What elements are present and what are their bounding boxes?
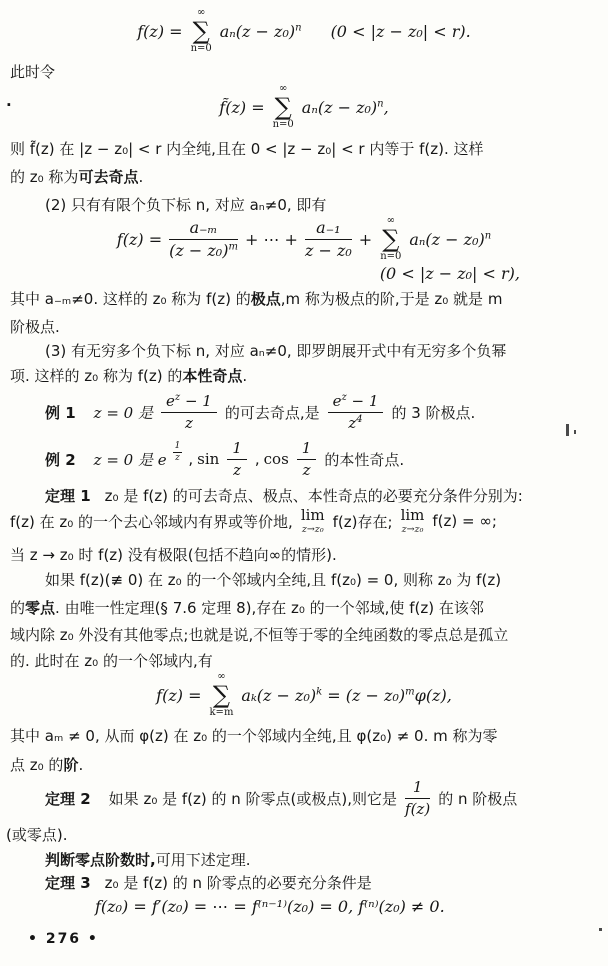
paragraph-line: 的 z₀ 称为可去奇点.	[10, 168, 144, 186]
series-term: $a_k(z - z_0)^k = (z - z_0)^m\varphi(z)$,	[241, 685, 452, 705]
exponent: z	[341, 392, 347, 403]
exponent: n	[295, 22, 302, 34]
sum-upper-limit: ∞	[196, 7, 206, 18]
formula-lhs: f̃(z) =	[219, 97, 265, 117]
sum-lower-limit: n=0	[380, 251, 402, 262]
summation-symbol	[191, 8, 212, 54]
plus-sign: +	[358, 229, 373, 249]
theorem-label: 定理 3	[45, 874, 91, 892]
domain-condition: (0 < |z − z₀| < r).	[330, 21, 471, 41]
fraction: $\frac{e^z - 1}{z^4}$	[328, 393, 384, 431]
series-term: $a_n(z - z_0)^n$,	[301, 97, 389, 117]
summation-symbol	[273, 84, 294, 130]
fraction: $\frac{1}{z}$	[297, 440, 317, 478]
ellipsis-terms: + ⋯ +	[244, 229, 298, 249]
fraction: $\frac{\text{a₋ₘ}}{(z - z_0)^m}$	[169, 217, 238, 260]
exponent: k	[316, 686, 323, 698]
exponent: m	[405, 686, 415, 698]
page-number: • 276 •	[28, 931, 99, 947]
formula-derivative-criterion: f(z₀) = f′(z₀) = ⋯ = f⁽ⁿ⁻¹⁾(z₀) = 0, f⁽ⁿ⁾(z₀) ≠ 0.	[95, 897, 445, 916]
exponent: n	[377, 98, 384, 110]
sum-lower-limit: n=0	[272, 119, 294, 130]
function-name-sin: sin	[197, 450, 220, 468]
superscript-fraction: $\frac{1}{z}$	[174, 440, 181, 463]
scan-artifact	[599, 928, 602, 931]
theorem-3-heading: 定理 3 z₀ 是 f(z) 的 n 阶零点的必要充分条件是	[45, 874, 372, 892]
exponent: z	[174, 392, 181, 403]
summation-symbol	[210, 672, 234, 718]
exponent: m	[228, 241, 238, 253]
list-item-3: (3) 有无穷多个负下标 n, 对应 aₙ≠0, 即罗朗展开式中有无穷多个负幂	[45, 342, 507, 360]
formula-ftilde-series	[0, 84, 608, 130]
paragraph-line: 点 z₀ 的阶.	[10, 756, 84, 774]
sum-upper-limit: ∞	[217, 671, 226, 682]
exponent: n	[484, 230, 492, 242]
paragraph-line: 的零点. 由唯一性定理(§ 7.6 定理 8),存在 z₀ 的一个邻域,使 f(z) 在该邻	[10, 599, 484, 617]
example-label: 例 2	[45, 450, 76, 469]
formula-lhs: f(z) =	[137, 21, 183, 41]
example-2: 例 2 z = 0 是 e $\frac{1}{z}$ , sin $\frac{1}{z}$ , cos $\frac{1}{z}$ 的本性奇点.	[45, 439, 405, 479]
series-term: $a_n(z - z_0)^n$	[409, 229, 492, 249]
scan-artifact	[566, 424, 569, 436]
sigma-glyph: ∑	[192, 17, 210, 45]
theorem-1-heading: 定理 1 z₀ 是 f(z) 的可去奇点、极点、本性奇点的必要充分条件分别为:	[45, 487, 523, 505]
sum-lower-limit: k=m	[209, 707, 234, 718]
formula-lhs: f(z) =	[116, 229, 163, 249]
paragraph-lead: 此时令	[10, 63, 56, 81]
paragraph-line: 其中 a₋ₘ≠0. 这样的 z₀ 称为 f(z) 的极点,m 称为极点的阶,于是 z₀ 就是 m	[10, 290, 503, 308]
term-essential-singularity: 本性奇点	[182, 367, 243, 385]
theorem-1-line-2: f(z) 在 z₀ 的一个去心邻域内有界或等价地, lim z→z₀ f(z)存在; lim z→z₀ f(z) = ∞;	[10, 506, 497, 535]
term-zero-point: 零点	[25, 599, 56, 617]
series-term: $a_n(z - z_0)^n$	[219, 21, 302, 41]
list-item-2: (2) 只有有限个负下标 n, 对应 aₙ≠0, 即有	[45, 196, 327, 214]
paragraph-line: 如果 f(z)(≢ 0) 在 z₀ 的一个邻域内全纯,且 f(z₀) = 0, 则称 z₀ 为 f(z)	[45, 571, 502, 589]
sigma-glyph: ∑	[274, 93, 292, 121]
stray-dot: .	[6, 92, 12, 110]
theorem-label: 定理 2	[45, 789, 91, 808]
domain-condition: (0 < |z − z₀| < r),	[379, 264, 520, 283]
example-label: 例 1	[45, 403, 76, 422]
limit-operator: lim z→z₀	[300, 506, 325, 535]
summation-symbol	[380, 216, 401, 262]
term-pole: 极点	[250, 290, 281, 308]
sum-upper-limit: ∞	[386, 215, 395, 226]
sigma-glyph: ∑	[382, 225, 400, 253]
paragraph-line: 域内除 z₀ 外没有其他零点;也就是说,不恒等于零的全纯函数的零点总是孤立	[10, 626, 509, 644]
term-order: 阶	[63, 756, 79, 774]
sum-lower-limit: n=0	[190, 43, 212, 54]
limit-operator: lim z→z₀	[400, 506, 425, 535]
function-name-cos: cos	[263, 450, 289, 468]
theorem-label: 定理 1	[45, 487, 91, 505]
theorem-2-line-2: (或零点).	[6, 826, 68, 844]
scan-artifact	[574, 430, 576, 434]
paragraph-line: 则 f̃(z) 在 |z − z₀| < r 内全纯,且在 0 < |z − z₀| < r 内等于 f(z). 这样	[10, 140, 484, 158]
sigma-glyph: ∑	[212, 681, 231, 709]
fraction: $\frac{\text{a₋₁}}{\text{z − z₀}}$	[304, 217, 352, 260]
sum-upper-limit: ∞	[279, 83, 288, 94]
fraction: $\frac{1}{f(z)}$	[405, 778, 431, 818]
formula-zero-factorization	[0, 672, 608, 718]
paragraph-line: 阶极点.	[10, 318, 60, 336]
paragraph-line: 其中 aₘ ≠ 0, 从而 φ(z) 在 z₀ 的一个邻域内全纯,且 φ(z₀) ≠ 0. m 称为零	[10, 727, 498, 745]
formula-lhs: f(z) =	[156, 685, 202, 705]
exponent: 4	[356, 413, 363, 425]
fraction: $\frac{1}{z}$	[227, 440, 247, 478]
paragraph-line: 的. 此时在 z₀ 的一个邻域内,有	[10, 652, 213, 670]
theorem-2-heading: 定理 2 如果 z₀ 是 f(z) 的 n 阶零点(或极点),则它是 $\frac{1}{f(z)}$ 的 n 阶极点	[45, 778, 518, 818]
paragraph-line: 判断零点阶数时,可用下述定理.	[45, 851, 251, 869]
formula-laurent-series	[0, 8, 608, 54]
formula-pole-expansion	[0, 216, 608, 283]
fraction: $\frac{e^z - 1}{z}$	[161, 393, 217, 431]
paragraph-line: 项. 这样的 z₀ 称为 f(z) 的本性奇点.	[10, 367, 248, 385]
term-removable-singularity: 可去奇点	[78, 168, 139, 186]
example-1: 例 1 z = 0 是 $\frac{e^z - 1}{z}$ 的可去奇点,是 $\frac{e^z - 1}{z^4}$ 的 3 阶极点.	[45, 392, 476, 432]
theorem-1-line-3: 当 z → z₀ 时 f(z) 没有极限(包括不趋向∞的情形).	[10, 546, 337, 564]
